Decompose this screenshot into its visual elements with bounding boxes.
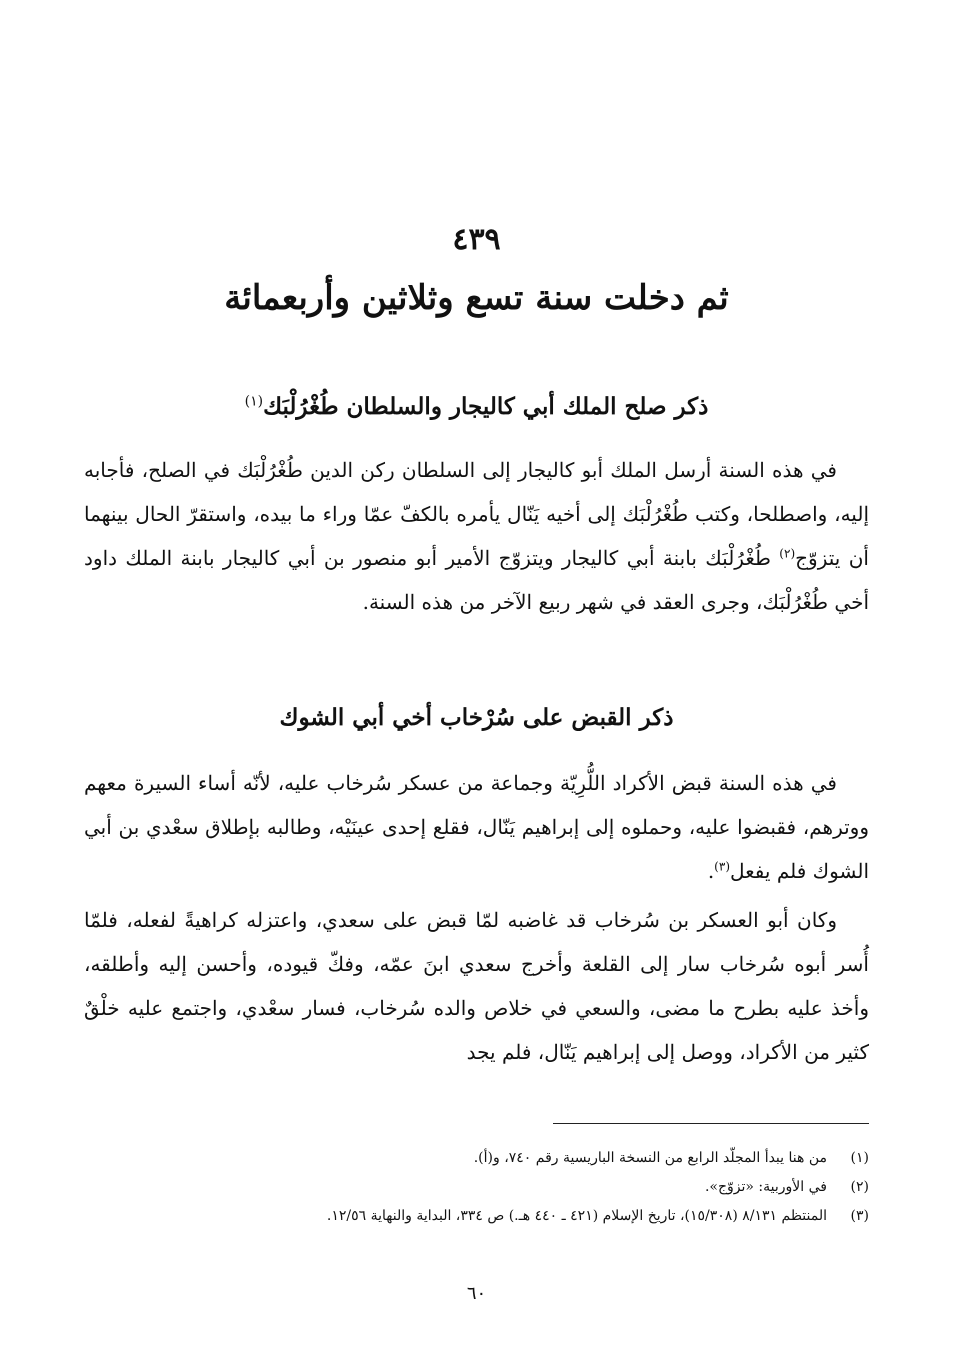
footnote-text: في الأوربية: «تزوّج». — [704, 1179, 827, 1195]
footnote-text: من هنا يبدأ المجلّد الرابع من النسخة الباريسية رقم ٧٤٠، و(أ). — [473, 1150, 827, 1166]
footnote-number: (١) — [850, 1150, 869, 1166]
paragraph-abu-al-askar: وكان أبو العسكر بن سُرخاب قد غاضبه لمّا قبض على سعدي، واعتزله كراهيةً لفعله، فلمّا أُسر أبوه سُرخاب سار إلى القلعة وأخرج سعدي ابنَ عمّه، وفكّ قيوده، وأحسن إليه وأطلقه، وأخذ عليه بطرح ما مضى، والسعي في خلاص والده سُرخاب، فسار سعْدي، واجتمع عليه خلْقٌ كثير من الأكراد، ووصل إلى إبراهيم يَنّال، فلم يجد — [84, 908, 869, 1064]
footnote-item — [84, 1173, 869, 1202]
section-heading-arrest: ذكر القبض على سُرْخاب أخي أبي الشوك — [279, 704, 674, 731]
footnote-number: (٣) — [850, 1208, 869, 1224]
section-heading-text: ذكر صلح الملك أبي كاليجار والسلطان طُغْرُلْبَك — [263, 393, 709, 420]
footnote-number: (٢) — [850, 1179, 869, 1195]
paragraph-text: في هذه السنة قبض الأكراد اللُّرِيّة وجماعة من عسكر سُرخاب عليه، لأنّه أساء السيرة معهم ووترهم، فقبضوا عليه، وحملوه إلى إبراهيم يَنّال، فقلع إحدى عينَيْه، وطالبه بإطلاق سعْدي بن أبي الشوك فلم يفعل — [84, 771, 869, 883]
page-number: ٦٠ — [466, 1283, 487, 1304]
footnote-marker: (١) — [244, 393, 264, 410]
footnote-text: المنتظم ٨/١٣١ (١٥/٣٠٨)، تاريخ الإسلام (٤٢١ ـ ٤٤٠ هـ.) ص ٣٣٤، البداية والنهاية ١٢/٥٦. — [326, 1208, 827, 1224]
footnote-item — [84, 1202, 869, 1231]
section-heading-peace — [100, 393, 853, 420]
paragraph-text: . — [707, 859, 715, 883]
year-title: ثم دخلت سنة تسع وثلاثين وأربعمائة — [224, 278, 729, 318]
footnote-marker: (٢) — [779, 546, 796, 561]
paragraph-text: طُغْرُلْبَك بابنة أبي كاليجار ويتزوّج الأمير أبو منصور بن أبي كاليجار بابنة الملك داود أخي طُغْرُلْبَك، وجرى العقد في شهر ربيع الآخر من هذه السنة. — [84, 546, 869, 614]
footnote-item — [84, 1144, 869, 1173]
year-number: ٤٣٩ — [452, 222, 501, 257]
footnote-marker: (٣) — [714, 859, 730, 874]
paragraph-text: في هذه السنة أرسل الملك أبو كاليجار إلى السلطان ركن الدين طُغْرُلْبَك في الصلح، فأجابه إليه، واصطلحا، وكتب طُغْرُلْبَك إلى أخيه يَنّال يأمره بالكفّ عمّا وراء ما بيده، واستقرّ الحال بينهما أن يتزوّج — [84, 458, 869, 570]
paragraph-peace — [84, 448, 869, 624]
paragraph-arrest — [84, 761, 869, 893]
footnote-divider — [553, 1123, 869, 1124]
footnotes — [84, 1144, 869, 1231]
